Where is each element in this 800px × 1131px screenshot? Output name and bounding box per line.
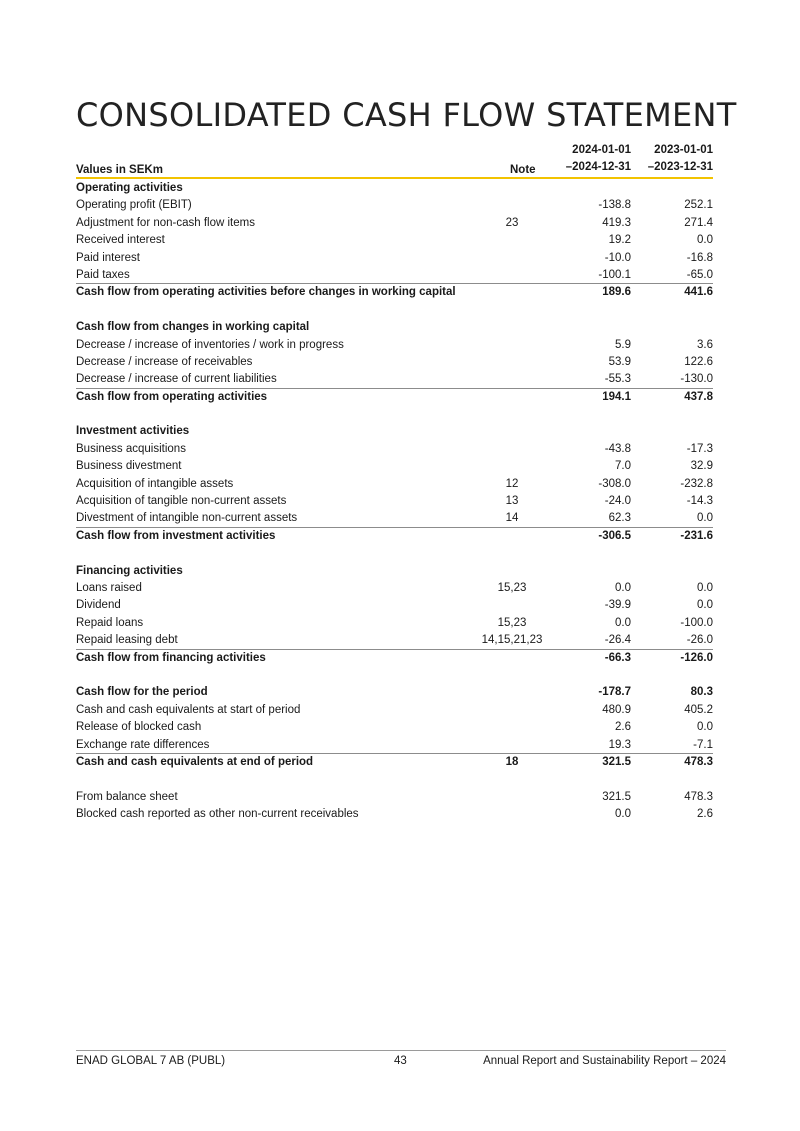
row-value-2023: 441.6: [684, 286, 713, 299]
header-period-2024-start: 2024-01-01: [572, 144, 631, 156]
table-row: [76, 215, 713, 232]
table-row: [76, 650, 713, 667]
table-row: [76, 684, 713, 701]
table-row: [76, 493, 713, 510]
header-period-2024-end: –2024-12-31: [565, 161, 631, 173]
table-row: [76, 719, 713, 736]
row-value-2023: 271.4: [684, 216, 713, 229]
row-value-2024: 5.9: [615, 338, 631, 351]
table-row: [76, 441, 713, 458]
row-value-2024: -24.0: [604, 495, 631, 508]
table-row: [76, 528, 713, 545]
footer-page-number: 43: [394, 1055, 407, 1067]
row-value-2024: 53.9: [608, 355, 631, 368]
row-value-2023: -100.0: [680, 616, 713, 629]
row-label: Acquisition of intangible assets: [76, 477, 234, 490]
row-note: 12: [505, 477, 519, 490]
row-note: 14: [505, 512, 519, 525]
row-label: Cash and cash equivalents at end of period: [76, 755, 314, 768]
row-value-2024: 0.0: [615, 808, 631, 821]
table-row: [76, 597, 713, 614]
row-label: Operating profit (EBIT): [76, 199, 192, 212]
table-row: [76, 319, 713, 336]
table-row: [76, 232, 713, 249]
table-row: [76, 789, 713, 806]
row-note: 18: [505, 755, 519, 768]
row-value-2024: 194.1: [602, 390, 631, 403]
row-label: Dividend: [76, 599, 121, 612]
table-row: [76, 354, 713, 371]
row-value-2023: -17.3: [686, 442, 713, 455]
row-value-2023: -232.8: [680, 477, 713, 490]
row-value-2024: -10.0: [604, 251, 631, 264]
row-value-2023: 437.8: [684, 390, 713, 403]
table-row: [76, 284, 713, 301]
row-value-2023: 0.0: [697, 512, 713, 525]
table-row: [76, 737, 713, 754]
row-label: Cash flow from changes in working capital: [76, 321, 310, 334]
table-header: [76, 146, 713, 179]
row-value-2024: 189.6: [602, 286, 631, 299]
header-period-2023: [643, 142, 713, 176]
row-label: Business acquisitions: [76, 442, 186, 455]
header-period-2023-start: 2023-01-01: [654, 144, 713, 156]
row-label: From balance sheet: [76, 790, 178, 803]
row-value-2024: 7.0: [615, 460, 631, 473]
row-value-2023: 252.1: [684, 199, 713, 212]
row-value-2024: -43.8: [604, 442, 631, 455]
row-value-2023: 0.0: [697, 721, 713, 734]
row-note: 15,23: [497, 581, 527, 594]
row-label: Cash flow from operating activities before changes in working capital: [76, 286, 456, 299]
header-note-label: Note: [510, 164, 536, 176]
row-note: 14,15,21,23: [481, 634, 543, 647]
row-value-2024: -308.0: [598, 477, 631, 490]
table-row: [76, 423, 713, 440]
row-label: Received interest: [76, 234, 165, 247]
row-label: Decrease / increase of receivables: [76, 355, 253, 368]
table-row: [76, 250, 713, 267]
row-value-2024: 480.9: [602, 703, 631, 716]
row-value-2023: 0.0: [697, 234, 713, 247]
table-row: [76, 580, 713, 597]
row-label: Divestment of intangible non-current assets: [76, 512, 298, 525]
row-label: Adjustment for non-cash flow items: [76, 216, 255, 229]
row-value-2024: -26.4: [604, 634, 631, 647]
header-values-label: Values in SEKm: [76, 164, 163, 176]
row-value-2023: 122.6: [684, 355, 713, 368]
row-label: Business divestment: [76, 460, 182, 473]
row-value-2024: -138.8: [598, 199, 631, 212]
row-label: Cash and cash equivalents at start of period: [76, 703, 301, 716]
table-row: [76, 389, 713, 406]
table-row: [76, 476, 713, 493]
row-value-2023: 405.2: [684, 703, 713, 716]
table-row: [76, 180, 713, 197]
table-row: [76, 563, 713, 580]
row-value-2023: 2.6: [697, 808, 713, 821]
page-footer: [76, 1050, 726, 1073]
row-value-2024: 321.5: [602, 755, 631, 768]
row-value-2024: -66.3: [604, 651, 631, 664]
row-value-2023: -14.3: [686, 495, 713, 508]
row-label: Cash flow from financing activities: [76, 651, 266, 664]
row-value-2024: 19.2: [608, 234, 631, 247]
table-row: [76, 754, 713, 771]
row-value-2023: -65.0: [686, 268, 713, 281]
row-label: Operating activities: [76, 182, 183, 194]
row-value-2024: 2.6: [615, 721, 631, 734]
row-value-2023: -7.1: [693, 738, 713, 751]
table-row: [76, 702, 713, 719]
table-spacer: [76, 545, 713, 562]
row-label: Repaid leasing debt: [76, 634, 178, 647]
table-spacer: [76, 667, 713, 684]
row-value-2024: -306.5: [598, 529, 631, 542]
row-value-2023: 80.3: [690, 686, 713, 699]
table-row: [76, 197, 713, 214]
row-label: Decrease / increase of inventories / work in progress: [76, 338, 344, 351]
table-row: [76, 632, 713, 649]
table-row: [76, 267, 713, 284]
row-value-2023: 478.3: [684, 790, 713, 803]
header-period-2024: [556, 142, 631, 176]
row-label: Financing activities: [76, 564, 183, 577]
row-value-2023: -16.8: [686, 251, 713, 264]
table-row: [76, 510, 713, 527]
table-spacer: [76, 771, 713, 788]
row-value-2023: -26.0: [686, 634, 713, 647]
cash-flow-table: [76, 180, 713, 823]
table-row: [76, 458, 713, 475]
table-spacer: [76, 406, 713, 423]
row-value-2023: 478.3: [684, 755, 713, 768]
row-value-2023: -130.0: [680, 373, 713, 386]
row-label: Loans raised: [76, 581, 142, 594]
row-label: Exchange rate differences: [76, 738, 210, 751]
row-note: 15,23: [497, 616, 527, 629]
row-value-2024: 321.5: [602, 790, 631, 803]
table-row: [76, 806, 713, 823]
row-label: Release of blocked cash: [76, 721, 202, 734]
row-value-2024: 0.0: [615, 616, 631, 629]
row-note: 13: [505, 495, 519, 508]
row-value-2024: 62.3: [608, 512, 631, 525]
row-value-2023: 0.0: [697, 599, 713, 612]
row-label: Repaid loans: [76, 616, 144, 629]
row-value-2024: 19.3: [608, 738, 631, 751]
row-value-2024: -100.1: [598, 268, 631, 281]
row-label: Cash flow for the period: [76, 686, 208, 699]
row-label: Acquisition of tangible non-current assets: [76, 495, 287, 508]
footer-company: ENAD GLOBAL 7 AB (PUBL): [76, 1055, 226, 1067]
row-value-2023: -126.0: [680, 651, 713, 664]
row-note: 23: [505, 216, 519, 229]
row-label: Decrease / increase of current liabilities: [76, 373, 277, 386]
page-title: CONSOLIDATED CASH FLOW STATEMENT: [76, 96, 737, 134]
row-value-2024: -39.9: [604, 599, 631, 612]
table-row: [76, 371, 713, 388]
table-spacer: [76, 302, 713, 319]
row-value-2023: 0.0: [697, 581, 713, 594]
table-row: [76, 337, 713, 354]
row-value-2023: 3.6: [697, 338, 713, 351]
row-value-2024: -55.3: [604, 373, 631, 386]
footer-report-title: Annual Report and Sustainability Report – 2024: [483, 1055, 726, 1067]
row-value-2023: -231.6: [680, 529, 713, 542]
row-label: Paid interest: [76, 251, 140, 264]
header-period-2023-end: –2023-12-31: [647, 161, 713, 173]
row-value-2024: 419.3: [602, 216, 631, 229]
row-value-2024: -178.7: [598, 686, 631, 699]
row-label: Investment activities: [76, 425, 190, 438]
row-label: Paid taxes: [76, 268, 130, 281]
row-label: Blocked cash reported as other non-current receivables: [76, 808, 359, 821]
row-label: Cash flow from investment activities: [76, 529, 276, 542]
row-label: Cash flow from operating activities: [76, 390, 268, 403]
row-value-2023: 32.9: [690, 460, 713, 473]
table-row: [76, 615, 713, 632]
row-value-2024: 0.0: [615, 581, 631, 594]
